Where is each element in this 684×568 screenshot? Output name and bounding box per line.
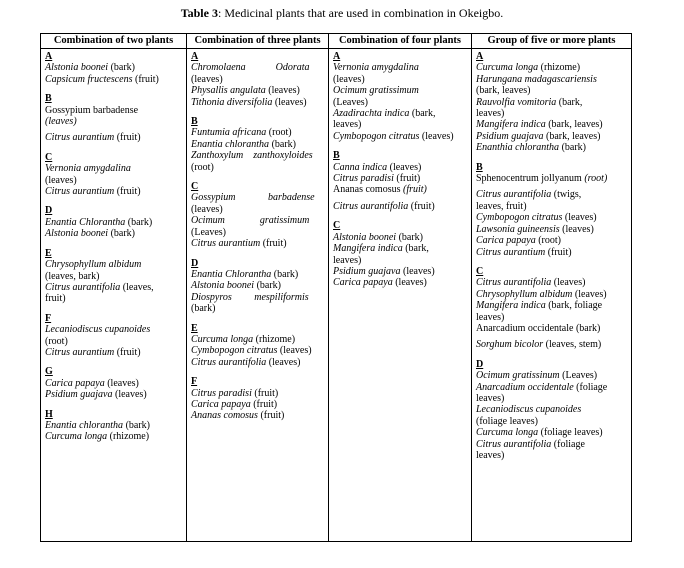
plant-entry [476,300,628,311]
plant-entry [476,131,628,142]
scientific-name: Carica papaya [45,377,105,389]
scientific-name: Curcuma longa [476,427,539,439]
scientific-name: Ocimum gratissimum [191,215,310,227]
plant-entry [333,74,468,85]
plant-entry [191,227,325,238]
plant-part: (rhizome) [253,333,296,345]
plant-group [45,313,183,359]
plant-group [45,51,183,85]
plant-part: (foliage [551,438,585,450]
scientific-name: Alstonia boonei [45,228,109,240]
scientific-name: Psidium guajava [45,389,113,401]
plant-part: (root) [581,173,608,185]
plant-part: (leaves) [559,223,594,235]
plant-group [45,205,183,239]
plant-text: leaves) [476,311,505,323]
column-four-plants [329,49,472,542]
group-letter: G [45,366,53,378]
scientific-name: Cymbopogon citratus [476,212,563,224]
plant-entry [333,162,468,173]
plant-entry [333,97,468,108]
plant-entry [476,416,628,427]
plant-text: leaves) [476,392,505,404]
plant-text: (root) [45,335,68,347]
scientific-name: Carica papaya [476,235,536,247]
plant-entry [476,289,628,300]
group-letter: F [45,312,52,324]
plant-part: (foliage leaves) [538,427,603,439]
scientific-name: Curcuma longa [476,62,539,74]
group-letter: F [191,376,198,388]
scientific-name: Alstonia boonei [191,280,255,292]
medicinal-plants-table [40,33,632,542]
scientific-name: Carica papaya [191,398,251,410]
plant-entry [476,74,628,85]
scientific-name: Enanthia chlorantha [476,142,560,154]
plant-entry [45,217,183,228]
scientific-name: Citrus aurantium [45,132,115,144]
plant-entry [191,215,325,226]
plant-part: (leaves) [562,212,597,224]
plant-text: (root) [191,161,214,173]
body-row [41,49,632,542]
group-letter: D [476,358,484,370]
plant-entry [191,162,325,173]
plant-entry [333,232,468,243]
plant-entry [476,439,628,450]
group-letter: A [333,51,341,62]
plant-text: leaves, fruit) [476,200,527,212]
plant-entry [476,85,628,96]
scientific-name: Cymbopogon citratus [191,345,278,357]
scientific-name: Psidium guajava [476,130,544,142]
plant-group [476,51,628,154]
plant-text: (Leaves) [191,226,226,238]
plant-entry [476,382,628,393]
plant-group [191,116,325,173]
plant-text: (leaves, bark) [45,270,100,282]
group-letter: B [45,93,52,105]
plant-part: (foliage [573,381,608,393]
plant-entry [191,388,325,399]
header-row [41,34,632,49]
scientific-name: Mangifera indica [333,243,403,255]
plant-group [333,220,468,288]
scientific-name: Citrus aurantifolia [476,189,552,201]
plant-text: (Leaves) [333,96,368,108]
scientific-name: Azadirachta indica [333,108,410,120]
plant-part: (leaves) [392,277,427,289]
plant-entry [45,324,183,335]
plant-entry [476,142,628,153]
plant-entry [191,280,325,291]
scientific-name: Canna indica [333,161,388,173]
plant-group [333,51,468,142]
plant-group [45,152,183,198]
scientific-name: Rauvolfia vomitoria [476,96,557,108]
scientific-name: Gossypium barbadense [191,192,315,204]
plant-part: (rhizome) [107,431,150,443]
plant-text: leaves) [476,108,505,120]
plant-entry [45,105,183,116]
plant-entry [45,282,183,293]
plant-group [191,51,325,108]
plant-part: (root) [535,235,561,247]
plant-part: (bark) [254,280,281,292]
scientific-name: Citrus aurantifolia [476,277,552,289]
group-letter: A [191,51,199,62]
plant-group [333,150,468,212]
plant-part: (fruit) [393,173,421,185]
plant-text: Anarcadium occidentale (bark) [476,322,601,334]
plant-text: fruit) [45,293,66,305]
plant-part: (bark, leaves) [543,130,601,142]
plant-part: (fruit) [250,398,278,410]
scientific-name: Cymbopogon citratus [333,130,420,142]
plant-group [191,258,325,315]
scientific-name: Ocimum gratissinum [476,370,560,382]
plant-entry [191,192,325,203]
plant-entry [191,345,325,356]
plant-entry [191,334,325,345]
plant-entry [476,189,628,200]
plant-entry [476,312,628,323]
scientific-name: Citrus paradisi [191,387,252,399]
plant-part: (leaves, [120,281,154,293]
plant-group [476,162,628,258]
plant-entry [45,116,183,127]
plant-group [191,181,325,249]
plant-entry [191,139,325,150]
plant-part: (leaves) [277,345,312,357]
plant-entry [476,201,628,212]
scientific-name: Lecaniodiscus cupanoides [476,404,582,416]
scientific-name: Chromolaena Odorata [191,62,310,74]
plant-entry [333,201,468,212]
scientific-name: Citrus aurantium [476,246,546,258]
plant-entry [476,339,628,350]
plant-part: (leaves) [266,356,301,368]
plant-part: (fruit) [545,246,572,258]
plant-entry [45,293,183,304]
table-caption [0,6,684,21]
group-letter: C [191,181,199,193]
plant-entry [191,97,325,108]
scientific-name: Enantia Chlorantha [191,268,272,280]
plant-part: (leaves) [572,288,607,300]
plant-entry [333,119,468,130]
group-letter: D [191,257,199,269]
plant-entry [333,85,468,96]
group-letter: B [476,161,483,173]
plant-part: (leaves) [387,161,422,173]
plant-part: (leaves) [400,265,435,277]
plant-entry [476,235,628,246]
header-four-plants: Combination of four plants [329,34,472,49]
group-letter: E [45,247,52,259]
plant-part: (bark) [396,231,423,243]
plant-part: (leaves, stem) [543,339,602,351]
plant-entry [191,303,325,314]
plant-entry [476,427,628,438]
plant-entry [476,97,628,108]
group-letter: C [45,151,53,163]
scientific-name: Diospyros mespiliformis [191,291,309,303]
plant-entry [476,450,628,461]
scientific-name: Enantia chlorantha [45,419,124,431]
plant-group [45,93,183,144]
group-letter: B [191,116,198,128]
plant-part: (Leaves) [559,370,598,382]
plant-entry [476,173,628,184]
group-letter: B [333,150,340,162]
scientific-name: Mangifera indica [476,300,546,312]
scientific-name: Capsicum fructescens [45,73,133,85]
plant-entry [45,186,183,197]
plant-entry [191,238,325,249]
plant-entry [45,259,183,270]
group-letter: D [45,205,53,217]
plant-part: (bark) [125,216,153,228]
plant-part: (bark) [108,62,135,74]
group-letter: A [45,51,53,62]
plant-entry [191,74,325,85]
scientific-name: Mangifera indica [476,119,546,131]
plant-part: (fruit) [114,346,141,358]
plant-part: (rhizome) [538,62,581,74]
group-letter: A [476,51,484,62]
column-five-or-more [472,49,632,542]
plant-text: (bark) [191,303,216,315]
plant-part: (leaves) [112,389,147,401]
plant-text: (leaves) [191,203,223,215]
scientific-name: Citrus aurantium [45,186,115,198]
scientific-name: Citrus aurantifolia [45,281,121,293]
scientific-name: Ananas comosus [191,410,258,422]
column-three-plants [187,49,329,542]
plant-entry [333,243,468,254]
plant-part: (leaves) [419,130,454,142]
plant-entry [333,266,468,277]
scientific-name: Chrysophyllum albidum [45,259,142,271]
scientific-name: Harungana madagascariensis [476,73,597,85]
plant-entry [191,410,325,421]
plant-text: (leaves) [45,174,77,186]
plant-part: (fruit) [114,186,141,198]
plant-part: (fruit) [114,132,141,144]
plant-entry [45,74,183,85]
scientific-name: Zanthoxylum zanthoxyloides [191,150,313,162]
scientific-name: Lecaniodiscus cupanoides [45,324,151,336]
scientific-name: Vernonia amygdalina [45,163,131,175]
plant-part: (bark, foliage [545,300,603,312]
scientific-name: Citrus aurantifolia [333,200,409,212]
plant-text: Sphenocentrum jollyanum [476,173,582,185]
plant-text: Ananas comosus [333,184,401,196]
plant-entry [333,62,468,73]
plant-part: (fruit) [132,73,159,85]
group-letter: E [191,322,198,334]
plant-part: (bark, [409,108,436,120]
scientific-name: Citrus aurantium [191,238,261,250]
plant-part: (bark) [559,142,586,154]
scientific-name: Curcuma longa [191,333,254,345]
column-two-plants [41,49,187,542]
plant-entry [476,247,628,258]
scientific-name: Anarcadium occidentale [476,381,574,393]
scientific-name: (leaves) [45,116,77,128]
plant-entry [45,163,183,174]
group-letter: C [333,220,341,232]
plant-group [45,366,183,400]
plant-entry [45,347,183,358]
plant-entry [476,323,628,334]
caption-text: : Medicinal plants that are used in combination in Okeigbo. [217,6,504,20]
plant-entry [45,389,183,400]
plant-entry [476,277,628,288]
scientific-name: Ocimum gratissimum [333,85,419,97]
scientific-name: Citrus aurantifolia [476,438,552,450]
plant-part: (leaves) [551,277,586,289]
plant-entry [45,132,183,143]
plant-part: (bark, leaves) [545,119,603,131]
scientific-name: Tithonia diversifolia [191,96,273,108]
plant-text: (foliage leaves) [476,415,538,427]
plant-entry [191,357,325,368]
plant-part: (leaves) [265,85,300,97]
plant-part: (root) [266,127,292,139]
plant-entry [333,108,468,119]
plant-group [45,248,183,305]
plant-part: (bark, [556,96,583,108]
plant-entry [45,175,183,186]
scientific-name: Citrus paradisi [333,173,394,185]
scientific-name: Chrysophyllum albidum [476,288,573,300]
scientific-name: Citrus aurantium [45,346,115,358]
plant-text: leaves) [333,119,362,131]
caption-label: Table 3 [180,6,218,20]
plant-part: (bark, [402,243,429,255]
plant-part: (fruit) [400,184,427,196]
plant-entry [191,399,325,410]
scientific-name: Enantia Chlorantha [45,216,126,228]
plant-group [45,409,183,443]
scientific-name: Enantia chlorantha [191,138,270,150]
plant-entry [191,85,325,96]
scientific-name: Curcuma longa [45,431,108,443]
scientific-name: Psidium guajava [333,265,401,277]
scientific-name: Physallis angulata [191,85,266,97]
plant-entry [191,292,325,303]
plant-entry [45,62,183,73]
plant-group [476,266,628,351]
plant-part: (fruit) [251,387,279,399]
plant-text: Gossypium barbadense [45,104,139,116]
plant-entry [191,127,325,138]
plant-entry [476,393,628,404]
plant-group [191,376,325,422]
plant-entry [45,431,183,442]
plant-text: (leaves) [333,73,365,85]
plant-entry [45,271,183,282]
header-two-plants: Combination of two plants [41,34,187,49]
plant-entry [333,173,468,184]
plant-part: (twigs, [551,189,582,201]
plant-entry [333,131,468,142]
plant-entry [45,228,183,239]
plant-entry [333,255,468,266]
plant-part: (fruit) [408,200,435,212]
plant-part: (bark) [271,268,299,280]
plant-entry [45,336,183,347]
plant-text: leaves) [476,450,505,461]
plant-entry [333,277,468,288]
group-letter: C [476,265,484,277]
plant-entry [191,62,325,73]
header-three-plants: Combination of three plants [187,34,329,49]
plant-part: (leaves) [104,377,139,389]
plant-part: (bark) [269,138,296,150]
plant-entry [333,184,468,195]
plant-text: (leaves) [191,73,223,85]
group-letter: H [45,408,53,420]
plant-entry [476,62,628,73]
plant-entry [476,224,628,235]
scientific-name: Carica papaya [333,277,393,289]
plant-part: (bark) [108,228,135,240]
plant-entry [45,420,183,431]
scientific-name: Alstonia boonei [45,62,109,74]
scientific-name: Vernonia amygdalina [333,62,419,74]
plant-part: (fruit) [260,238,287,250]
plant-entry [476,370,628,381]
plant-entry [191,150,325,161]
plant-entry [191,204,325,215]
scientific-name: Funtumia africana [191,127,267,139]
plant-text: (bark, leaves) [476,85,531,97]
header-five-or-more: Group of five or more plants [472,34,632,49]
plant-entry [476,119,628,130]
plant-entry [476,212,628,223]
scientific-name: Sorghum bicolor [476,339,544,351]
plant-part: (leaves) [272,96,307,108]
plant-part: (bark) [123,419,150,431]
plant-part: (fruit) [257,410,285,422]
plant-entry [476,108,628,119]
scientific-name: Citrus aurantifolia [191,356,267,368]
plant-entry [45,378,183,389]
plant-text: leaves) [333,254,362,266]
plant-group [191,323,325,369]
plant-entry [476,404,628,415]
scientific-name: Lawsonia guineensis [476,223,560,235]
plant-group [476,359,628,462]
scientific-name: Alstonia boonei [333,231,397,243]
plant-entry [191,269,325,280]
